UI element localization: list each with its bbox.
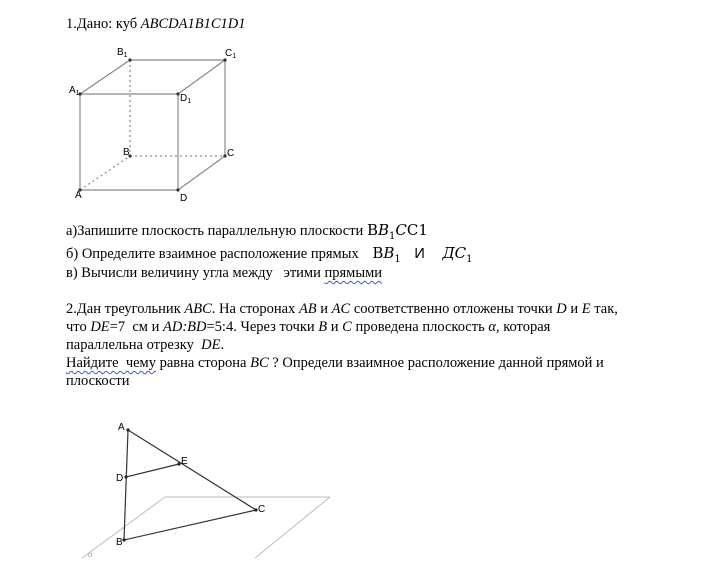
line2-notation: $ДС_1$ (442, 244, 473, 265)
problem2-line1: 2.Дан треугольник ABC. На сторонах AB и AC соответственно отложены точки D и E так, (66, 301, 618, 317)
label-D: D (180, 193, 188, 204)
label-C1: $C_1$ (225, 48, 237, 60)
tri-label-E: E (181, 456, 188, 467)
tri-label-B: B (116, 537, 123, 548)
cube-name: ABCDA1B1C1D1 (140, 16, 246, 32)
question-c-text: в) Вычисли величину угла между этими (66, 265, 325, 281)
tri-label-D: D (116, 473, 124, 484)
label-A1: $A_1$ (69, 85, 80, 97)
line1-notation: $ВB_1$ (372, 244, 401, 265)
question-c-tail: прямыми (324, 265, 383, 281)
problem2-line5: плоскости (66, 373, 130, 389)
label-A: A (75, 190, 82, 201)
problem1-title-text: 1.Дано: куб (66, 16, 141, 32)
question-a-text: а)Запишите плоскость параллельную плоскости (66, 223, 364, 239)
plane-alpha-label: α (88, 550, 93, 559)
plane-notation: $ВB_1CC1$ (366, 221, 428, 242)
problem2-line3: параллельна отрезку DE. (66, 337, 225, 353)
problem2-line4: Найдите чему равна сторона BC ? Определи взаимное расположение данной прямой и (66, 355, 604, 371)
and-word: И (414, 246, 425, 262)
label-C: C (227, 148, 235, 159)
label-B: B (123, 147, 130, 158)
label-D1: $D_1$ (180, 93, 192, 105)
question-b-text: б) Определите взаимное расположение прямых (66, 246, 359, 262)
problem2-line2: что DE=7 см и AD:BD=5:4. Через точки B и C проведена плоскость α, которая (66, 319, 551, 335)
label-B1: $B_1$ (117, 47, 128, 59)
tri-label-A: A (118, 422, 125, 433)
tri-label-C: C (258, 504, 266, 515)
